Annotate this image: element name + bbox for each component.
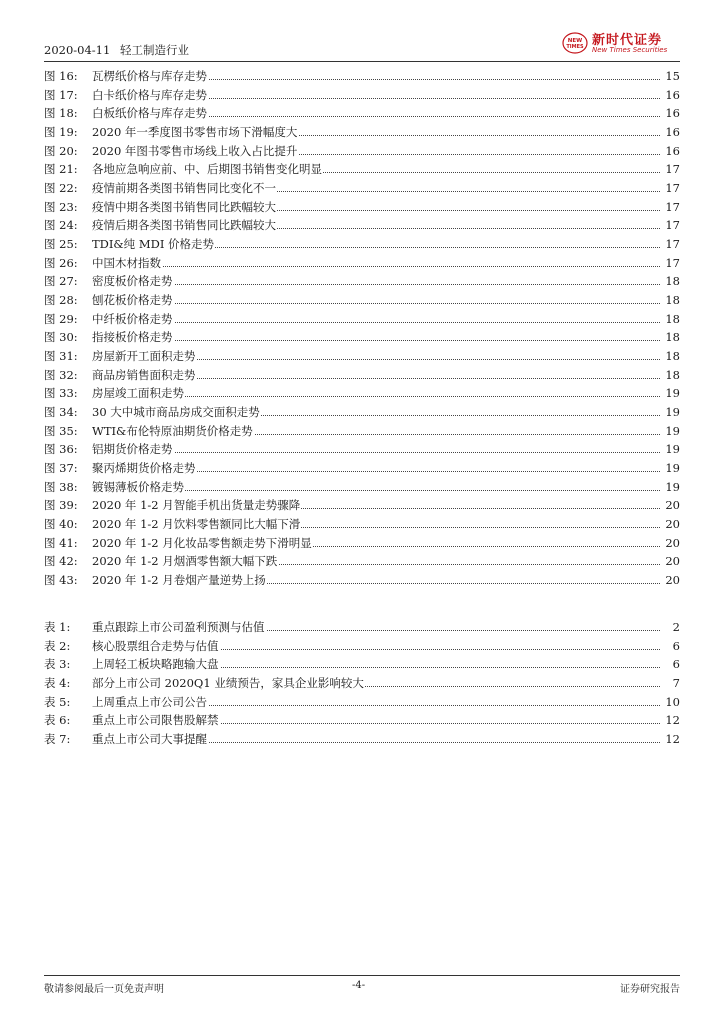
toc-entry-title: TDI&纯 MDI 价格走势 <box>92 237 215 252</box>
table-toc-entry[interactable] <box>44 694 680 710</box>
toc-entry-title: 各地应急响应前、中、后期图书销售变化明显 <box>92 162 322 177</box>
figure-toc-entry[interactable] <box>44 105 680 121</box>
toc-entry-page: 20 <box>665 498 680 513</box>
toc-entry-label: 图 21: <box>44 162 78 177</box>
toc-entry-label: 图 20: <box>44 143 78 158</box>
table-toc-entry[interactable] <box>44 731 680 747</box>
figure-toc-entry[interactable] <box>44 292 680 308</box>
figure-toc-entry[interactable] <box>44 329 680 345</box>
toc-entry-title: 重点上市公司限售股解禁 <box>92 713 219 728</box>
company-logo <box>562 28 680 58</box>
toc-entry-title: 疫情中期各类图书销售同比跌幅较大 <box>92 199 276 214</box>
toc-entry-page: 19 <box>665 461 680 476</box>
toc-entry-page: 19 <box>665 405 680 420</box>
toc-entry-title: 指接板价格走势 <box>92 330 173 345</box>
toc-entry-page: 20 <box>665 535 680 550</box>
toc-entry-page: 15 <box>665 69 680 83</box>
toc-entry-page: 19 <box>665 386 680 401</box>
toc-entry-page: 18 <box>665 274 680 289</box>
toc-entry-title: 镀锡薄板价格走势 <box>92 479 184 494</box>
toc-entry-title: 瓦楞纸价格与库存走势 <box>92 69 207 83</box>
footer-report-type: 证券研究报告 <box>620 984 680 995</box>
toc-entry-label: 图 40: <box>44 517 78 532</box>
toc-entry-label: 图 42: <box>44 554 78 569</box>
toc-entry-page: 17 <box>665 199 680 214</box>
toc-entry-title: 重点上市公司大事提醒 <box>92 732 207 747</box>
toc-entry-page: 19 <box>665 442 680 457</box>
toc-entry-label: 表 3: <box>44 657 71 672</box>
table-toc-entry[interactable] <box>44 619 680 635</box>
figure-toc-entry[interactable] <box>44 143 680 159</box>
table-toc-entry[interactable] <box>44 712 680 728</box>
toc-entry-page: 18 <box>665 330 680 345</box>
page-number: -4- <box>352 980 366 991</box>
svg-text:TIMES: TIMES <box>566 44 584 50</box>
toc-entry-page: 12 <box>665 732 680 747</box>
toc-entry-page: 18 <box>665 293 680 308</box>
figure-toc-entry[interactable] <box>44 516 680 532</box>
figure-toc-entry[interactable] <box>44 441 680 457</box>
toc-entry-label: 表 6: <box>44 713 71 728</box>
toc-entry-page: 16 <box>665 125 680 139</box>
toc-entry-title: 中国木材指数 <box>92 255 161 270</box>
toc-entry-title: 2020 年图书零售市场线上收入占比提升 <box>92 143 298 158</box>
figure-toc-entry[interactable] <box>44 311 680 327</box>
toc-entry-label: 图 19: <box>44 125 78 139</box>
toc-entry-title: 疫情后期各类图书销售同比跌幅较大 <box>92 218 276 233</box>
figure-toc-entry[interactable] <box>44 423 680 439</box>
table-toc-entry[interactable] <box>44 675 680 691</box>
logo-chinese-name: 新时代证券 <box>592 33 663 48</box>
toc-entry-title: 2020 年 1-2 月智能手机出货量走势骤降 <box>92 498 301 513</box>
toc-entry-label: 图 38: <box>44 479 78 494</box>
toc-entry-label: 图 16: <box>44 69 78 83</box>
toc-entry-label: 图 33: <box>44 386 78 401</box>
toc-entry-label: 图 23: <box>44 199 78 214</box>
toc-entry-label: 图 36: <box>44 442 78 457</box>
toc-entry-title: 聚丙烯期货价格走势 <box>92 461 196 476</box>
toc-dot-leader <box>92 303 660 304</box>
toc-entry-title: 部分上市公司 2020Q1 业绩预告，家具企业影响较大 <box>92 676 364 690</box>
figure-toc-entry[interactable] <box>44 255 680 271</box>
toc-entry-title: 上周重点上市公司公告 <box>92 694 207 709</box>
toc-entry-title: 上周轻工板块略跑输大盘 <box>92 657 219 672</box>
toc-entry-page: 12 <box>665 713 680 728</box>
header-date-line <box>44 42 195 58</box>
toc-entry-label: 图 26: <box>44 255 78 270</box>
toc-entry-page: 19 <box>665 423 680 438</box>
toc-entry-page: 17 <box>665 237 680 252</box>
toc-entry-label: 图 32: <box>44 367 78 382</box>
toc-entry-label: 图 43: <box>44 573 78 588</box>
svg-text:NEW: NEW <box>567 38 583 44</box>
toc-entry-title: 白板纸价格与库存走势 <box>92 106 207 121</box>
figure-toc-entry[interactable] <box>44 404 680 420</box>
header-divider <box>44 61 680 62</box>
toc-entry-page: 20 <box>665 573 680 588</box>
toc-entry-label: 图 35: <box>44 423 78 438</box>
toc-entry-page: 18 <box>665 311 680 326</box>
toc-entry-page: 20 <box>665 517 680 532</box>
toc-entry-title: 商品房销售面积走势 <box>92 367 196 382</box>
figure-toc-entry[interactable] <box>44 479 680 495</box>
table-toc-entry[interactable] <box>44 656 680 672</box>
toc-entry-page: 2 <box>672 620 680 634</box>
toc-entry-page: 16 <box>665 87 680 102</box>
toc-dot-leader <box>92 452 660 453</box>
toc-entry-title: 密度板价格走势 <box>92 274 173 289</box>
figure-toc-entry[interactable] <box>44 199 680 215</box>
toc-entry-title: 中纤板价格走势 <box>92 311 173 326</box>
toc-entry-title: 房屋新开工面积走势 <box>92 349 196 364</box>
toc-entry-title: WTI&布伦特原油期货价格走势 <box>92 423 253 438</box>
footer-divider <box>44 975 680 976</box>
figure-toc-entry[interactable] <box>44 553 680 569</box>
toc-entry-page: 17 <box>665 218 680 233</box>
toc-entry-title: 2020 年 1-2 月烟酒零售额大幅下跌 <box>92 554 278 569</box>
toc-entry-label: 表 7: <box>44 732 71 747</box>
toc-entry-title: 2020 年 1-2 月饮料零售额同比大幅下滑 <box>92 517 301 532</box>
toc-entry-title: 刨花板价格走势 <box>92 293 173 308</box>
toc-entry-page: 6 <box>672 657 680 672</box>
toc-entry-page: 19 <box>665 479 680 494</box>
toc-entry-title: 2020 年一季度图书零售市场下滑幅度大 <box>92 125 298 139</box>
figure-toc-entry[interactable] <box>44 535 680 551</box>
figure-toc-entry[interactable] <box>44 124 680 140</box>
toc-entry-label: 表 1: <box>44 620 71 634</box>
toc-entry-label: 图 30: <box>44 330 78 345</box>
figure-toc-entry[interactable] <box>44 385 680 401</box>
toc-dot-leader <box>92 284 660 285</box>
toc-entry-page: 6 <box>672 638 680 653</box>
toc-entry-label: 表 2: <box>44 638 71 653</box>
toc-entry-label: 图 17: <box>44 87 78 102</box>
figure-toc-entry[interactable] <box>44 87 680 103</box>
toc-entry-page: 18 <box>665 349 680 364</box>
figure-toc-entry[interactable] <box>44 180 680 196</box>
toc-entry-page: 18 <box>665 367 680 382</box>
toc-entry-title: 白卡纸价格与库存走势 <box>92 87 207 102</box>
toc-entry-title: 2020 年 1-2 月卷烟产量逆势上扬 <box>92 573 266 588</box>
toc-entry-title: 疫情前期各类图书销售同比变化不一 <box>92 181 276 196</box>
industry-name: 轻工制造行业 <box>119 43 189 57</box>
figure-toc-entry[interactable] <box>44 367 680 383</box>
toc-entry-label: 表 4: <box>44 676 71 690</box>
toc-entry-page: 20 <box>665 554 680 569</box>
figure-toc-entry[interactable] <box>44 217 680 233</box>
toc-entry-label: 图 34: <box>44 405 78 420</box>
toc-entry-page: 16 <box>665 143 680 158</box>
toc-entry-title: 2020 年 1-2 月化妆品零售额走势下滑明显 <box>92 535 312 550</box>
toc-entry-title: 30 大中城市商品房成交面积走势 <box>92 405 260 420</box>
toc-entry-page: 7 <box>672 676 680 690</box>
footer-disclaimer: 敬请参阅最后一页免责声明 <box>44 984 164 995</box>
logo-english-name: New Times Securities <box>592 46 668 54</box>
toc-entry-label: 图 37: <box>44 461 78 476</box>
toc-entry-page: 16 <box>665 106 680 121</box>
toc-entry-label: 图 31: <box>44 349 78 364</box>
toc-dot-leader <box>92 266 660 267</box>
toc-entry-label: 表 5: <box>44 694 71 709</box>
toc-dot-leader <box>92 322 660 323</box>
page-header <box>44 28 680 60</box>
figure-toc-entry[interactable] <box>44 68 680 84</box>
toc-entry-title: 房屋竣工面积走势 <box>92 386 184 401</box>
toc-entry-label: 图 24: <box>44 218 78 233</box>
figure-toc-entry[interactable] <box>44 572 680 588</box>
toc-entry-label: 图 41: <box>44 535 78 550</box>
toc-entry-label: 图 18: <box>44 106 78 121</box>
report-date: 2020-04-11 <box>44 43 111 57</box>
table-toc-entry[interactable] <box>44 638 680 654</box>
figure-toc-entry[interactable] <box>44 460 680 476</box>
toc-entry-label: 图 29: <box>44 311 78 326</box>
toc-entry-label: 图 27: <box>44 274 78 289</box>
toc-entry-page: 10 <box>665 694 680 709</box>
toc-entry-label: 图 39: <box>44 498 78 513</box>
toc-entry-label: 图 28: <box>44 293 78 308</box>
figure-toc-entry[interactable] <box>44 273 680 289</box>
figure-toc-entry[interactable] <box>44 236 680 252</box>
toc-entry-title: 铝期货价格走势 <box>92 442 173 457</box>
toc-entry-page: 17 <box>665 162 680 177</box>
toc-entry-label: 图 25: <box>44 237 78 252</box>
logo-mark-icon <box>562 30 588 56</box>
toc-entry-page: 17 <box>665 255 680 270</box>
figure-toc-entry[interactable] <box>44 161 680 177</box>
toc-entry-label: 图 22: <box>44 181 78 196</box>
toc-dot-leader <box>92 340 660 341</box>
figure-toc-entry[interactable] <box>44 497 680 513</box>
figure-toc-entry[interactable] <box>44 348 680 364</box>
toc-entry-title: 重点跟踪上市公司盈利预测与估值 <box>92 620 265 634</box>
toc-entry-page: 17 <box>665 181 680 196</box>
toc-entry-title: 核心股票组合走势与估值 <box>92 638 219 653</box>
